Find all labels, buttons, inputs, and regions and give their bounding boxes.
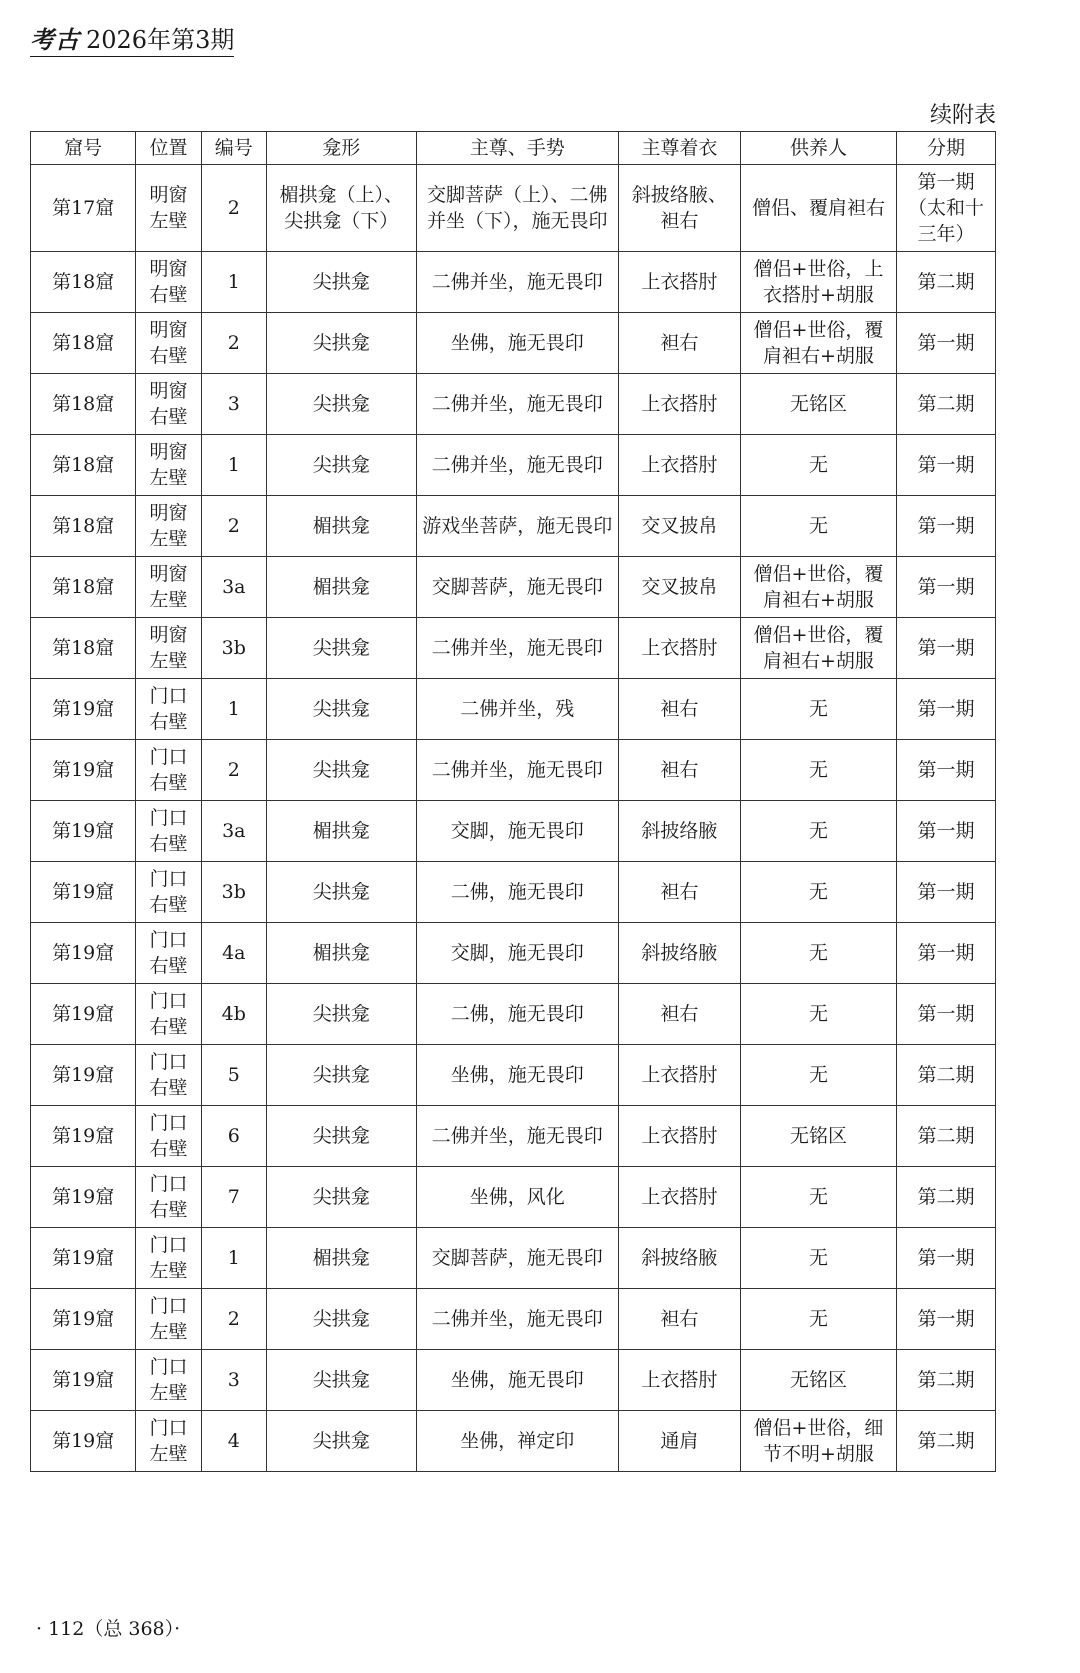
table-cell: 第一期 — [896, 740, 995, 801]
table-cell: 坐佛，禅定印 — [416, 1411, 618, 1472]
table-row — [31, 1289, 996, 1350]
table-cell: 楣拱龛 — [266, 923, 416, 984]
table-row — [31, 374, 996, 435]
table-cell: 第19窟 — [31, 679, 136, 740]
table-cell: 交叉披帛 — [618, 496, 740, 557]
table-cell: 尖拱龛 — [266, 679, 416, 740]
table-row — [31, 984, 996, 1045]
table-cell: 二佛并坐，施无畏印 — [416, 1289, 618, 1350]
table-cell: 无铭区 — [741, 1106, 897, 1167]
table-cell: 僧侣+世俗，上衣搭肘+胡服 — [741, 252, 897, 313]
table-cell: 第二期 — [896, 1106, 995, 1167]
table-row — [31, 679, 996, 740]
table-cell: 交叉披帛 — [618, 557, 740, 618]
table-cell: 尖拱龛 — [266, 740, 416, 801]
table-cell: 尖拱龛 — [266, 374, 416, 435]
table-cell: 门口右壁 — [136, 740, 201, 801]
table-cell: 第一期 — [896, 923, 995, 984]
table-cell: 明窗左壁 — [136, 496, 201, 557]
table-cell: 门口右壁 — [136, 801, 201, 862]
table-cell: 交脚，施无畏印 — [416, 923, 618, 984]
table-cell: 2 — [201, 496, 266, 557]
table-cell: 二佛并坐，施无畏印 — [416, 618, 618, 679]
journal-issue: 2026年第3期 — [86, 26, 235, 54]
table-cell: 通肩 — [618, 1411, 740, 1472]
table-cell: 尖拱龛 — [266, 618, 416, 679]
table-cell: 尖拱龛 — [266, 435, 416, 496]
table-cell: 第18窟 — [31, 313, 136, 374]
table-row — [31, 618, 996, 679]
table-cell: 无 — [741, 801, 897, 862]
table-cell: 第19窟 — [31, 1350, 136, 1411]
table-cell: 第一期 — [896, 496, 995, 557]
column-header: 供养人 — [741, 132, 897, 165]
table-cell: 第一期 — [896, 984, 995, 1045]
table-cell: 尖拱龛 — [266, 252, 416, 313]
table-cell: 无 — [741, 984, 897, 1045]
table-cell: 尖拱龛 — [266, 1350, 416, 1411]
table-cell: 无铭区 — [741, 1350, 897, 1411]
table-cell: 第19窟 — [31, 1045, 136, 1106]
table-cell: 门口左壁 — [136, 1411, 201, 1472]
table-cell: 交脚，施无畏印 — [416, 801, 618, 862]
table-cell: 二佛并坐，施无畏印 — [416, 435, 618, 496]
table-cell: 第19窟 — [31, 862, 136, 923]
table-cell: 尖拱龛 — [266, 1167, 416, 1228]
table-cell: 僧侣+世俗，细节不明+胡服 — [741, 1411, 897, 1472]
table-cell: 第19窟 — [31, 740, 136, 801]
column-header: 窟号 — [31, 132, 136, 165]
page-number: · 112（总 368）· — [36, 1618, 181, 1640]
table-cell: 上衣搭肘 — [618, 1106, 740, 1167]
table-cell: 3b — [201, 618, 266, 679]
table-cell: 上衣搭肘 — [618, 618, 740, 679]
table-cell: 第19窟 — [31, 1411, 136, 1472]
column-header: 分期 — [896, 132, 995, 165]
table-cell: 无 — [741, 496, 897, 557]
table-row — [31, 801, 996, 862]
table-cell: 袒右 — [618, 984, 740, 1045]
table-cell: 明窗左壁 — [136, 435, 201, 496]
table-cell: 袒右 — [618, 1289, 740, 1350]
table-cell: 3a — [201, 557, 266, 618]
table-body — [31, 165, 996, 1472]
table-cell: 3 — [201, 1350, 266, 1411]
table-cell: 第一期 — [896, 435, 995, 496]
table-cell: 袒右 — [618, 313, 740, 374]
table-cell: 僧侣+世俗，覆肩袒右+胡服 — [741, 618, 897, 679]
table-cell: 第二期 — [896, 252, 995, 313]
table-cell: 门口右壁 — [136, 1106, 201, 1167]
table-cell: 2 — [201, 1289, 266, 1350]
table-cell: 第18窟 — [31, 252, 136, 313]
table-cell: 无 — [741, 679, 897, 740]
column-header: 主尊着衣 — [618, 132, 740, 165]
table-cell: 第19窟 — [31, 1228, 136, 1289]
table-cell: 上衣搭肘 — [618, 435, 740, 496]
journal-header — [30, 26, 234, 57]
table-cell: 二佛并坐，施无畏印 — [416, 740, 618, 801]
table-cell: 僧侣+世俗，覆肩袒右+胡服 — [741, 557, 897, 618]
table-cell: 尖拱龛 — [266, 984, 416, 1045]
table-cell: 1 — [201, 435, 266, 496]
table-cell: 第17窟 — [31, 165, 136, 252]
table-cell: 第一期（太和十三年） — [896, 165, 995, 252]
table-cell: 明窗右壁 — [136, 374, 201, 435]
table-cell: 6 — [201, 1106, 266, 1167]
table-row — [31, 313, 996, 374]
table-cell: 楣拱龛（上）、尖拱龛（下） — [266, 165, 416, 252]
table-cell: 上衣搭肘 — [618, 1167, 740, 1228]
table-cell: 第19窟 — [31, 801, 136, 862]
table-cell: 无 — [741, 740, 897, 801]
table-cell: 尖拱龛 — [266, 1106, 416, 1167]
table-cell: 袒右 — [618, 862, 740, 923]
table-cell: 坐佛，施无畏印 — [416, 1350, 618, 1411]
table-cell: 上衣搭肘 — [618, 252, 740, 313]
table-row — [31, 1045, 996, 1106]
table-cell: 尖拱龛 — [266, 1411, 416, 1472]
table-cell: 第二期 — [896, 1350, 995, 1411]
table-cell: 无 — [741, 923, 897, 984]
table-cell: 2 — [201, 313, 266, 374]
table-cell: 僧侣+世俗，覆肩袒右+胡服 — [741, 313, 897, 374]
table-cell: 无 — [741, 862, 897, 923]
table-cell: 5 — [201, 1045, 266, 1106]
table-cell: 尖拱龛 — [266, 313, 416, 374]
table-cell: 楣拱龛 — [266, 801, 416, 862]
table-cell: 交脚菩萨，施无畏印 — [416, 1228, 618, 1289]
column-header: 位置 — [136, 132, 201, 165]
table-cell: 第一期 — [896, 618, 995, 679]
table-cell: 1 — [201, 252, 266, 313]
column-header: 编号 — [201, 132, 266, 165]
table-cell: 第一期 — [896, 1289, 995, 1350]
table-cell: 坐佛，施无畏印 — [416, 313, 618, 374]
table-cell: 第18窟 — [31, 435, 136, 496]
table-title: 续附表 — [929, 103, 996, 128]
table-cell: 第一期 — [896, 557, 995, 618]
table-cell: 无铭区 — [741, 374, 897, 435]
column-header: 龛形 — [266, 132, 416, 165]
table-cell: 二佛并坐，残 — [416, 679, 618, 740]
table-cell: 第二期 — [896, 1167, 995, 1228]
table-row — [31, 435, 996, 496]
table-cell: 无 — [741, 1228, 897, 1289]
table-cell: 第19窟 — [31, 923, 136, 984]
table-cell: 上衣搭肘 — [618, 1045, 740, 1106]
table-cell: 袒右 — [618, 740, 740, 801]
table-cell: 第19窟 — [31, 1167, 136, 1228]
table-cell: 第一期 — [896, 1228, 995, 1289]
table-cell: 2 — [201, 740, 266, 801]
table-cell: 楣拱龛 — [266, 557, 416, 618]
table-cell: 明窗右壁 — [136, 313, 201, 374]
table-cell: 二佛并坐，施无畏印 — [416, 1106, 618, 1167]
table-row — [31, 1350, 996, 1411]
table-cell: 二佛并坐，施无畏印 — [416, 374, 618, 435]
table-cell: 第一期 — [896, 679, 995, 740]
table-cell: 第二期 — [896, 1411, 995, 1472]
table-cell: 尖拱龛 — [266, 1289, 416, 1350]
table-cell: 明窗左壁 — [136, 618, 201, 679]
table-cell: 二佛，施无畏印 — [416, 984, 618, 1045]
table-cell: 无 — [741, 1045, 897, 1106]
table-cell: 明窗左壁 — [136, 557, 201, 618]
table-row — [31, 165, 996, 252]
table-cell: 僧侣、覆肩袒右 — [741, 165, 897, 252]
table-row — [31, 1411, 996, 1472]
table-cell: 尖拱龛 — [266, 1045, 416, 1106]
table-header-row — [31, 132, 996, 165]
table-cell: 3 — [201, 374, 266, 435]
table-row — [31, 862, 996, 923]
table-cell: 1 — [201, 1228, 266, 1289]
table-cell: 门口右壁 — [136, 1167, 201, 1228]
table-cell: 二佛，施无畏印 — [416, 862, 618, 923]
table-cell: 第二期 — [896, 1045, 995, 1106]
table-cell: 7 — [201, 1167, 266, 1228]
table-row — [31, 1167, 996, 1228]
table-cell: 斜披络腋 — [618, 801, 740, 862]
table-cell: 门口右壁 — [136, 1045, 201, 1106]
table-cell: 3a — [201, 801, 266, 862]
table-cell: 第一期 — [896, 862, 995, 923]
table-cell: 第19窟 — [31, 984, 136, 1045]
table-cell: 门口右壁 — [136, 984, 201, 1045]
table-cell: 门口左壁 — [136, 1350, 201, 1411]
table-cell: 第19窟 — [31, 1106, 136, 1167]
table-cell: 明窗右壁 — [136, 252, 201, 313]
table-cell: 第18窟 — [31, 618, 136, 679]
table-cell: 交脚菩萨，施无畏印 — [416, 557, 618, 618]
table-cell: 斜披络腋 — [618, 1228, 740, 1289]
table-cell: 4b — [201, 984, 266, 1045]
table-cell: 无 — [741, 1289, 897, 1350]
table-cell: 无 — [741, 1167, 897, 1228]
table-cell: 第19窟 — [31, 1289, 136, 1350]
table-row — [31, 740, 996, 801]
table-cell: 斜披络腋、袒右 — [618, 165, 740, 252]
table-cell: 第18窟 — [31, 557, 136, 618]
table-cell: 门口左壁 — [136, 1289, 201, 1350]
table-cell: 1 — [201, 679, 266, 740]
table-cell: 尖拱龛 — [266, 862, 416, 923]
journal-logo: 考古 — [30, 25, 80, 54]
table-cell: 明窗左壁 — [136, 165, 201, 252]
table-cell: 上衣搭肘 — [618, 1350, 740, 1411]
table-cell: 4 — [201, 1411, 266, 1472]
table-cell: 坐佛，风化 — [416, 1167, 618, 1228]
table-cell: 第二期 — [896, 374, 995, 435]
table-cell: 斜披络腋 — [618, 923, 740, 984]
table-cell: 3b — [201, 862, 266, 923]
table-cell: 门口右壁 — [136, 679, 201, 740]
table-cell: 交脚菩萨（上）、二佛并坐（下），施无畏印 — [416, 165, 618, 252]
table-cell: 2 — [201, 165, 266, 252]
table-cell: 游戏坐菩萨，施无畏印 — [416, 496, 618, 557]
table-cell: 上衣搭肘 — [618, 374, 740, 435]
table-cell: 第18窟 — [31, 374, 136, 435]
table-row — [31, 923, 996, 984]
table-cell: 第一期 — [896, 313, 995, 374]
table-row — [31, 252, 996, 313]
table-cell: 第一期 — [896, 801, 995, 862]
column-header: 主尊、手势 — [416, 132, 618, 165]
table-cell: 坐佛，施无畏印 — [416, 1045, 618, 1106]
table-cell: 楣拱龛 — [266, 496, 416, 557]
table-cell: 袒右 — [618, 679, 740, 740]
appendix-table — [30, 131, 996, 1472]
table-row — [31, 557, 996, 618]
table-cell: 门口左壁 — [136, 1228, 201, 1289]
table-cell: 第18窟 — [31, 496, 136, 557]
table-row — [31, 1228, 996, 1289]
table-row — [31, 1106, 996, 1167]
table-row — [31, 496, 996, 557]
table-cell: 楣拱龛 — [266, 1228, 416, 1289]
table-cell: 二佛并坐，施无畏印 — [416, 252, 618, 313]
table-cell: 门口右壁 — [136, 923, 201, 984]
table-cell: 无 — [741, 435, 897, 496]
table-cell: 门口右壁 — [136, 862, 201, 923]
table-cell: 4a — [201, 923, 266, 984]
